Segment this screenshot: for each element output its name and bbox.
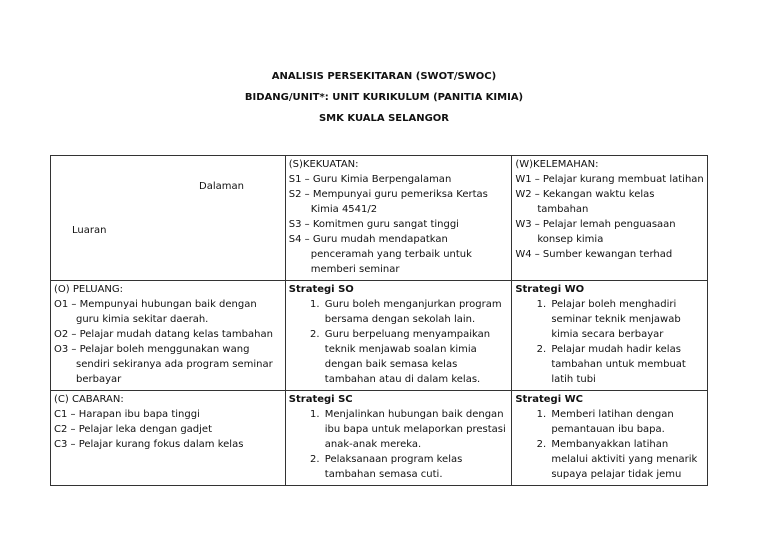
strategy-sc-title: Strategi SC	[288, 394, 353, 405]
strength-item: S1 – Guru Kimia Berpengalaman	[288, 174, 452, 185]
threat-item: C2 – Pelajar leka dengan gadjet	[54, 424, 212, 435]
weaknesses-cell	[512, 156, 708, 281]
strategy-so-cell	[285, 281, 512, 391]
strategy-wo-cell	[512, 281, 708, 391]
strategy-so-item: 1. Guru boleh menganjurkan program bersama dengan sekolah lain.	[323, 297, 509, 327]
weaknesses-title: (W)KELEMAHAN:	[515, 159, 599, 170]
swot-row-header	[51, 156, 708, 281]
threats-title: (C) CABARAN:	[54, 394, 124, 405]
corner-cell	[51, 156, 286, 281]
strength-item: S3 – Komitmen guru sangat tinggi	[288, 219, 459, 230]
weakness-item: W3 – Pelajar lemah penguasaan konsep kimia	[515, 219, 676, 245]
strategy-wc-item: 1. Memberi latihan dengan pemantauan ibu bapa.	[549, 407, 704, 437]
opportunities-title: (O) PELUANG:	[54, 284, 124, 295]
strength-item: S2 – Mempunyai guru pemeriksa Kertas Kimia 4541/2	[288, 189, 488, 215]
swot-row-opportunities	[51, 281, 708, 391]
opportunity-item: O2 – Pelajar mudah datang kelas tambahan	[54, 329, 273, 340]
header-title: ANALISIS PERSEKITARAN (SWOT/SWOC)	[271, 71, 497, 82]
strategy-wc-cell	[512, 391, 708, 486]
strategy-wo-item: 1. Pelajar boleh menghadiri seminar teknik menjawab kimia secara berbayar	[549, 297, 704, 342]
document-header	[0, 66, 768, 129]
threat-item: C3 – Pelajar kurang fokus dalam kelas	[54, 439, 244, 450]
strategy-wc-title: Strategi WC	[515, 394, 583, 405]
header-unit: BIDANG/UNIT*: UNIT KURIKULUM (PANITIA KIMIA)	[244, 92, 524, 103]
weakness-item: W4 – Sumber kewangan terhad	[515, 249, 673, 260]
strengths-title: (S)KEKUATAN:	[288, 159, 359, 170]
dalaman-label: Dalaman	[199, 181, 244, 192]
threats-cell	[51, 391, 286, 486]
strategy-wo-item: 2. Pelajar mudah hadir kelas tambahan untuk membuat latih tubi	[549, 342, 704, 387]
opportunity-item: O1 – Mempunyai hubungan baik dengan guru kimia sekitar daerah.	[54, 299, 257, 325]
strategy-wc-item: 2. Membanyakkan latihan melalui aktiviti yang menarik supaya pelajar tidak jemu	[549, 437, 704, 482]
swot-table	[50, 155, 708, 486]
strategy-so-title: Strategi SO	[288, 284, 354, 295]
strategy-wo-title: Strategi WO	[515, 284, 585, 295]
opportunities-cell	[51, 281, 286, 391]
weakness-item: W1 – Pelajar kurang membuat latihan	[515, 174, 704, 185]
strategy-sc-cell	[285, 391, 512, 486]
weakness-item: W2 – Kekangan waktu kelas tambahan	[515, 189, 655, 215]
luaran-label: Luaran	[72, 225, 107, 236]
swot-row-threats	[51, 391, 708, 486]
strength-item: S4 – Guru mudah mendapatkan penceramah yang terbaik untuk memberi seminar	[288, 234, 472, 275]
opportunity-item: O3 – Pelajar boleh menggunakan wang sendiri sekiranya ada program seminar berbayar	[54, 344, 273, 385]
strategy-so-item: 2. Guru berpeluang menyampaikan teknik menjawab soalan kimia dengan baik semasa kelas tambahan atau di dalam kelas.	[323, 327, 509, 387]
strengths-cell	[285, 156, 512, 281]
strategy-sc-item: 2. Pelaksanaan program kelas tambahan semasa cuti.	[323, 452, 509, 482]
header-school: SMK KUALA SELANGOR	[318, 113, 450, 124]
strategy-sc-item: 1. Menjalinkan hubungan baik dengan ibu bapa untuk melaporkan prestasi anak-anak mereka.	[323, 407, 509, 452]
threat-item: C1 – Harapan ibu bapa tinggi	[54, 409, 200, 420]
